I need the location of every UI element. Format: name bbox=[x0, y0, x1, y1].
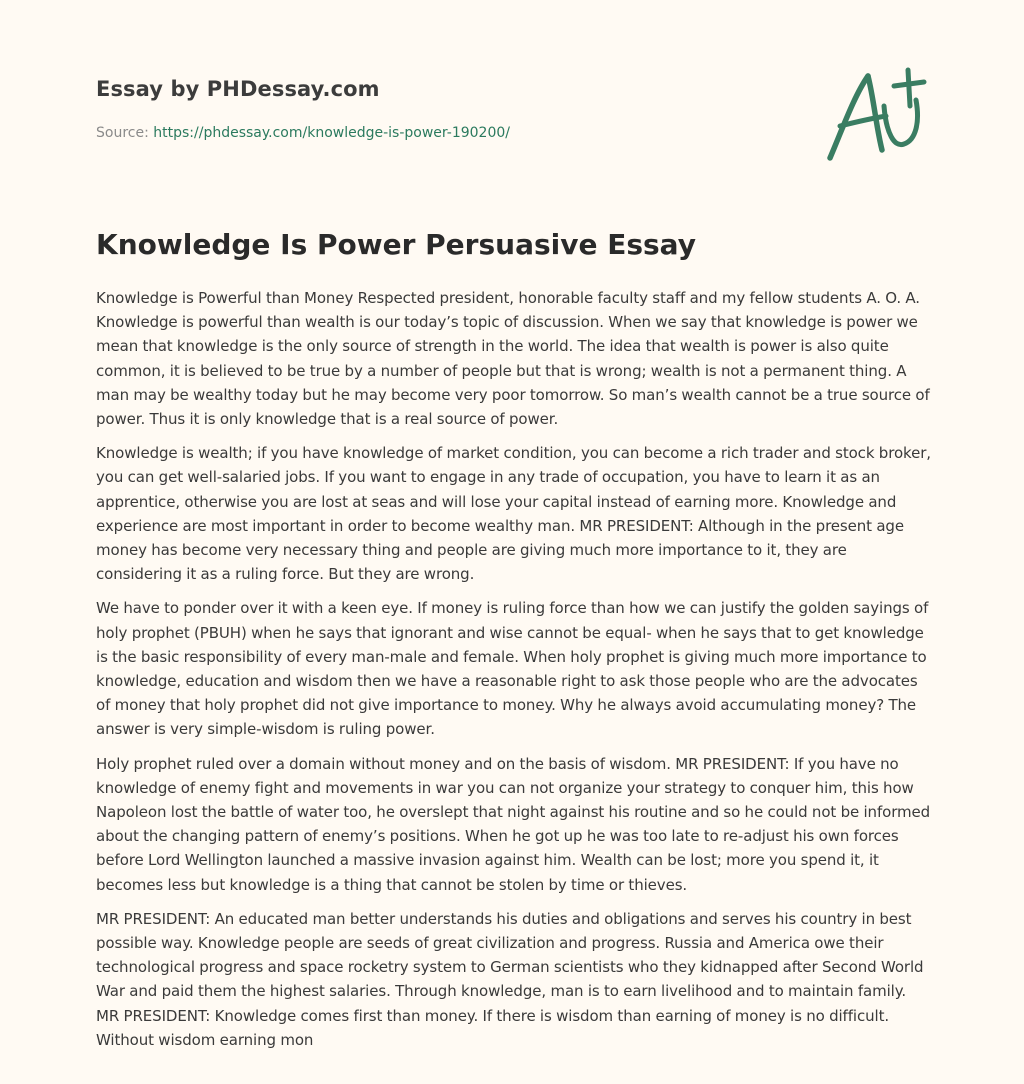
source-line bbox=[96, 125, 510, 141]
essay-paragraph: We have to ponder over it with a keen eye. If money is ruling force than how we can justify the golden sayings of holy prophet (PBUH) when he says that ignorant and wise cannot be equal- when he says that to get knowledge is the basic responsibility of every man-male and female. When holy prophet is giving much more importance to knowledge, education and wisdom then we have a reasonable right to ask those people who are the advocates of money that holy prophet did not give importance to money. Why he always avoid accumulating money? The answer is very simple-wisdom is ruling power. bbox=[96, 599, 929, 739]
essay-paragraph: MR PRESIDENT: An educated man better understands his duties and obligations and serves his country in best possible way. Knowledge people are seeds of great civilization and progress. Russia and America owe their technological progress and space rocketry system to German scientists who they kidnapped after Second World War and paid them the highest salaries. Through knowledge, man is to earn livelihood and to maintain family. MR PRESIDENT: Knowledge comes first than money. If there is wisdom than earning of money is no difficult. Without wisdom earning mon bbox=[96, 909, 924, 1049]
essay-paragraph: Knowledge is wealth; if you have knowledge of market condition, you can become a rich trader and stock broker, you can get well-salaried jobs. If you want to engage in any trade of occupation, you have to learn it as an apprentice, otherwise you are lost at seas and will lose your capital instead of earning more. Knowledge and experience are most important in order to become wealthy man. MR PRESIDENT: Although in the present age money has become very necessary thing and people are giving much more importance to it, they are considering it as a ruling force. But they are wrong. bbox=[96, 444, 931, 584]
a-plus-logo-icon bbox=[824, 66, 928, 166]
essay-paragraph: Holy prophet ruled over a domain without money and on the basis of wisdom. MR PRESIDENT: If you have no knowledge of enemy fight and movements in war you can not organize your strategy to conquer him, this how Napoleon lost the battle of water too, he overslept that night against his routine and so he could not be informed about the changing pattern of enemy’s positions. When he got up he was too late to re-adjust his own forces before Lord Wellington launched a massive invasion against him. Wealth can be lost; more you spend it, it becomes less but knowledge is a thing that cannot be stolen by time or thieves. bbox=[96, 754, 931, 894]
essay-paragraph: Knowledge is Powerful than Money Respected president, honorable faculty staff and my fellow students A. O. A. Knowledge is powerful than wealth is our today’s topic of discussion. When we say that knowledge is power we mean that knowledge is the only source of strength in the world. The idea that wealth is power is also quite common, it is believed to be true by a number of people but that is wrong; wealth is not a permanent thing. A man may be wealthy today but he may become very poor tomorrow. So man’s wealth cannot be a true source of power. Thus it is only knowledge that is a real source of power. bbox=[96, 289, 930, 429]
essay-title: Knowledge Is Power Persuasive Essay bbox=[96, 228, 696, 261]
brand-title: Essay by PHDessay.com bbox=[96, 77, 380, 101]
source-label: Source: bbox=[96, 125, 149, 141]
essay-body bbox=[96, 286, 932, 1062]
source-link[interactable]: https://phdessay.com/knowledge-is-power-190200/ bbox=[153, 125, 510, 141]
